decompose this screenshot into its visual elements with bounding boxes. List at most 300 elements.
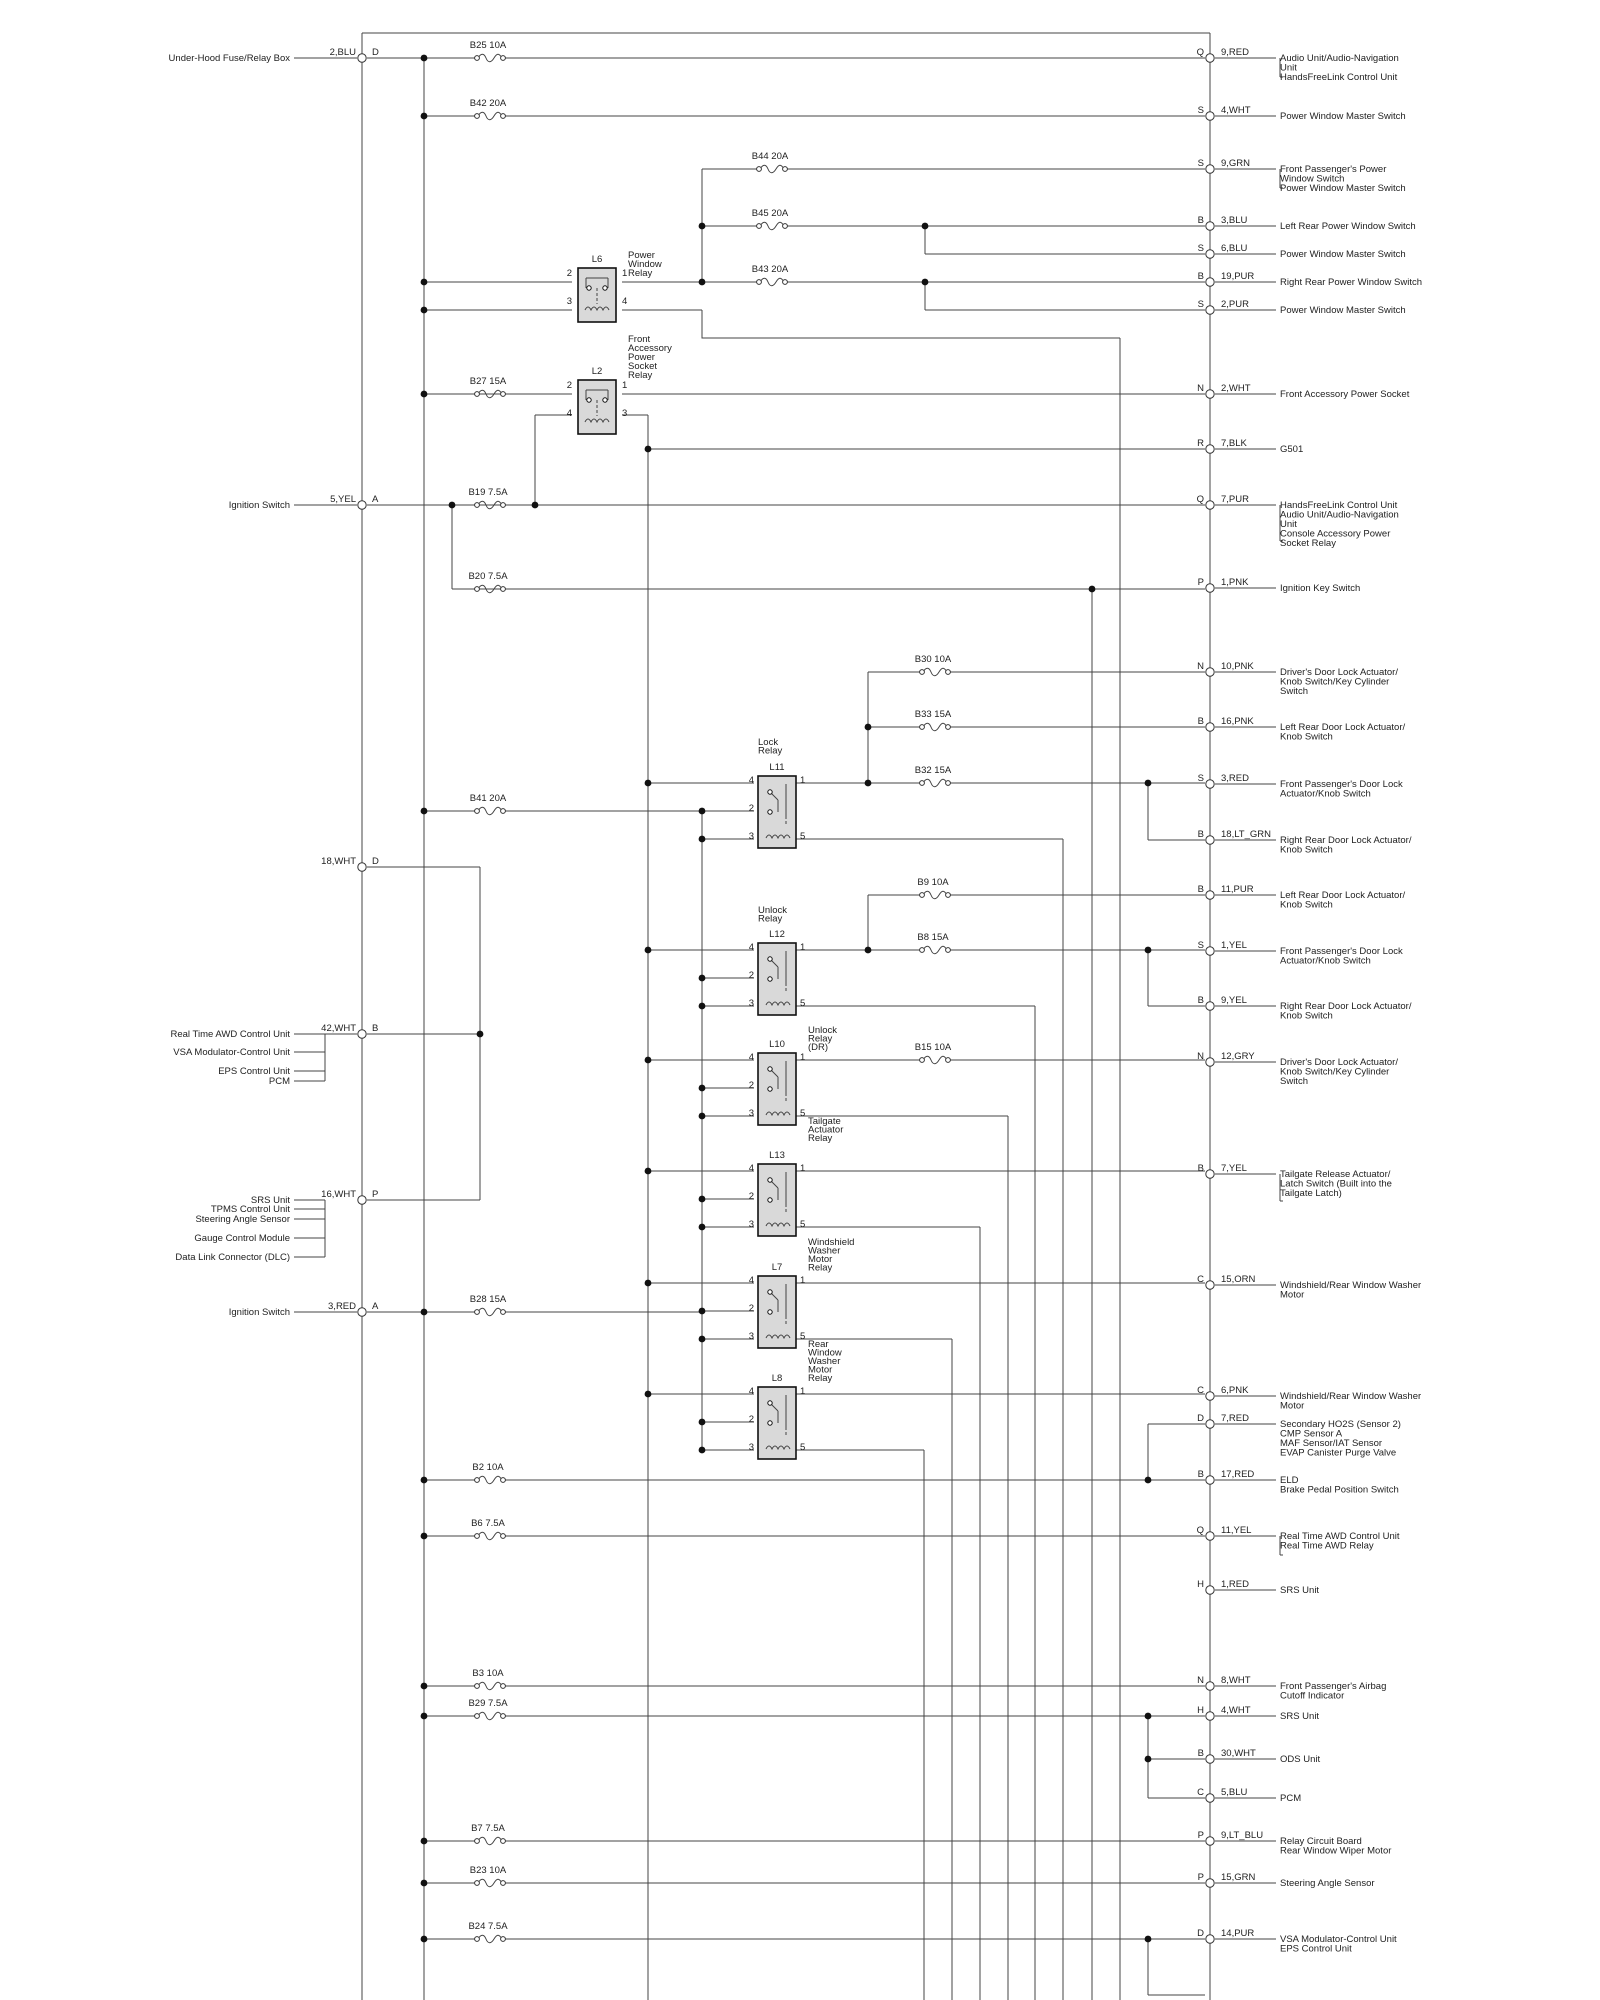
- fuse-symbol: [923, 723, 947, 731]
- right-pin-label: S: [1197, 773, 1204, 784]
- fuse-label: B30 10A: [914, 654, 952, 665]
- junction-dot: [1145, 947, 1152, 954]
- junction-dot: [421, 391, 428, 398]
- right-pin-label: S: [1197, 158, 1204, 169]
- right-pin-label: N: [1197, 1051, 1204, 1062]
- junction-dot: [421, 1683, 428, 1690]
- relay-id: L13: [769, 1150, 785, 1161]
- relay-name: Power: [628, 250, 655, 261]
- right-pin-label: P: [1197, 1872, 1204, 1883]
- fuse-terminal: [946, 670, 951, 675]
- right-item-label: Front Passenger's Door Lock: [1280, 946, 1403, 957]
- junction-dot: [645, 446, 652, 453]
- right-item-label: Windshield/Rear Window Washer: [1280, 1280, 1422, 1291]
- terminal: [1206, 668, 1214, 676]
- fuse-symbol: [760, 165, 784, 173]
- fuse-label: B2 10A: [472, 1462, 504, 1473]
- right-item-label: Brake Pedal Position Switch: [1280, 1484, 1399, 1496]
- left-item-label: Ignition Switch: [228, 1307, 290, 1318]
- fuse-label: B19 7.5A: [468, 487, 508, 498]
- relay-name: Relay: [808, 1373, 833, 1384]
- fuse-terminal: [475, 1839, 480, 1844]
- right-item-label: Knob Switch: [1280, 899, 1333, 911]
- right-item-label: Power Window Master Switch: [1280, 249, 1406, 260]
- junction-dot: [865, 780, 872, 787]
- relay-name: Tailgate: [808, 1116, 841, 1127]
- junction-dot: [421, 279, 428, 286]
- fuse-symbol: [478, 1935, 502, 1943]
- junction-dot: [1145, 1936, 1152, 1943]
- right-item-label: Actuator/Knob Switch: [1280, 788, 1371, 800]
- fuse-terminal: [757, 167, 762, 172]
- right-wire-label: 1,PNK: [1221, 577, 1249, 588]
- right-item-label: Steering Angle Sensor: [1280, 1878, 1375, 1889]
- right-wire-label: 18,LT_GRN: [1221, 829, 1271, 840]
- right-wire-label: 17,RED: [1221, 1469, 1255, 1480]
- fuse-label: B27 15A: [469, 376, 507, 387]
- right-pin-label: B: [1197, 1469, 1204, 1480]
- right-pin-label: P: [1197, 1830, 1204, 1841]
- fuse-symbol: [478, 112, 502, 120]
- right-item-label: Knob Switch/Key Cylinder: [1280, 1066, 1390, 1078]
- fuse-terminal: [920, 1058, 925, 1063]
- right-item-label: Driver's Door Lock Actuator/: [1280, 1057, 1398, 1068]
- junction-dot: [477, 1031, 484, 1038]
- relay-name: Relay: [758, 913, 783, 925]
- fuse-terminal: [475, 114, 480, 119]
- right-item-label: PCM: [1280, 1793, 1302, 1804]
- right-item-label: Windshield/Rear Window Washer: [1280, 1391, 1422, 1402]
- terminal: [1206, 891, 1214, 899]
- terminal: [1206, 947, 1214, 955]
- right-item-label: Right Rear Door Lock Actuator/: [1280, 835, 1412, 846]
- terminal: [1206, 1837, 1214, 1845]
- relay-name: Motor: [808, 1254, 833, 1265]
- right-wire-label: 15,ORN: [1221, 1274, 1256, 1285]
- junction-dot: [421, 113, 428, 120]
- relay-name: Actuator: [808, 1124, 844, 1136]
- relay-name: Relay: [808, 1033, 833, 1045]
- right-item-label: Right Rear Door Lock Actuator/: [1280, 1001, 1412, 1012]
- right-wire-label: 7,RED: [1221, 1413, 1249, 1424]
- fuse-terminal: [783, 280, 788, 285]
- left-item-label: Ignition Switch: [228, 500, 290, 511]
- right-wire-label: 11,PUR: [1221, 884, 1254, 895]
- terminal: [1206, 723, 1214, 731]
- relay-pin: 4: [748, 1052, 754, 1063]
- terminal: [1206, 250, 1214, 258]
- fuse-label: B41 20A: [469, 793, 507, 804]
- relay-pin: 5: [800, 1442, 806, 1453]
- terminal: [1206, 501, 1214, 509]
- right-item-label: Knob Switch: [1280, 731, 1333, 743]
- fuse-terminal: [475, 56, 480, 61]
- fuse-terminal: [475, 1881, 480, 1886]
- right-item-label: Secondary HO2S (Sensor 2): [1280, 1419, 1401, 1430]
- terminal: [358, 1308, 366, 1316]
- fuse-label: B23 10A: [469, 1865, 507, 1876]
- relay-pin: 4: [748, 942, 754, 953]
- relay-pin: 4: [748, 1163, 754, 1174]
- fuse-label: B6 7.5A: [471, 1518, 505, 1529]
- relay-name: Unlock: [808, 1025, 838, 1036]
- right-item-label: Left Rear Door Lock Actuator/: [1280, 722, 1406, 733]
- relay-name: Lock: [758, 737, 779, 748]
- right-item-label: ODS Unit: [1280, 1754, 1321, 1765]
- right-pin-label: B: [1197, 215, 1204, 226]
- right-wire-label: 11,YEL: [1221, 1525, 1252, 1536]
- relay-pin: 1: [800, 942, 806, 953]
- right-wire-label: 1,RED: [1221, 1579, 1249, 1590]
- right-item-label: Console Accessory Power: [1280, 528, 1391, 540]
- relay-pin: 1: [622, 268, 628, 279]
- right-pin-label: R: [1197, 438, 1204, 449]
- fuse-label: B44 20A: [751, 151, 789, 162]
- terminal: [1206, 1476, 1214, 1484]
- right-item-label: Cutoff Indicator: [1280, 1690, 1345, 1702]
- right-item-label: Power Window Master Switch: [1280, 111, 1406, 122]
- right-item-label: ELD: [1280, 1475, 1299, 1486]
- fuse-symbol: [923, 891, 947, 899]
- right-pin-label: B: [1197, 1163, 1204, 1174]
- fuse-terminal: [946, 725, 951, 730]
- right-item-label: Front Passenger's Airbag: [1280, 1681, 1387, 1692]
- relay-contact-point: [768, 1401, 772, 1405]
- right-wire-label: 2,WHT: [1221, 383, 1251, 394]
- fuse-terminal: [475, 1310, 480, 1315]
- relay-contact-point: [768, 1067, 772, 1071]
- left-wire-label: 42,WHT: [321, 1023, 356, 1034]
- right-item-label: MAF Sensor/IAT Sensor: [1280, 1438, 1383, 1449]
- terminal: [1206, 1281, 1214, 1289]
- left-item-label: EPS Control Unit: [218, 1066, 290, 1077]
- relay-pin: 4: [748, 1275, 754, 1286]
- right-wire-label: 9,LT_BLU: [1221, 1830, 1264, 1841]
- terminal: [1206, 445, 1214, 453]
- junction-dot: [645, 947, 652, 954]
- right-item-label: Front Passenger's Door Lock: [1280, 779, 1403, 790]
- fuse-terminal: [501, 503, 506, 508]
- right-item-label: Relay Circuit Board: [1280, 1836, 1362, 1847]
- relay-name: Window: [628, 259, 662, 270]
- relay-id: L12: [769, 929, 785, 940]
- right-item-label: Switch: [1280, 686, 1308, 697]
- junction-dot: [421, 1477, 428, 1484]
- right-wire-label: 5,BLU: [1221, 1787, 1248, 1798]
- relay-pin: 2: [748, 1303, 754, 1314]
- right-pin-label: B: [1197, 271, 1204, 282]
- right-wire-label: 7,YEL: [1221, 1163, 1247, 1174]
- fuse-terminal: [920, 725, 925, 730]
- relay-name: Windshield: [808, 1237, 855, 1248]
- right-wire-label: 14,PUR: [1221, 1928, 1255, 1939]
- terminal: [1206, 1392, 1214, 1400]
- left-pin-label: D: [372, 47, 379, 58]
- right-item-label: Unit: [1280, 62, 1297, 74]
- right-pin-label: Q: [1196, 1525, 1204, 1536]
- left-pin-label: D: [372, 856, 379, 867]
- fuse-label: B42 20A: [469, 98, 507, 109]
- right-pin-label: C: [1197, 1385, 1204, 1396]
- junction-dot: [449, 502, 456, 509]
- fuse-label: B7 7.5A: [471, 1823, 505, 1834]
- relay-name: Rear: [808, 1339, 829, 1350]
- right-item-label: Real Time AWD Control Unit: [1280, 1531, 1400, 1542]
- right-item-label: Power Window Master Switch: [1280, 305, 1406, 316]
- relay-name: Relay: [628, 370, 653, 381]
- left-wire-label: 16,WHT: [321, 1189, 356, 1200]
- relay-id: L11: [769, 762, 785, 773]
- right-wire-label: 12,GRY: [1221, 1051, 1255, 1062]
- right-item-label: SRS Unit: [1280, 1585, 1320, 1596]
- fuse-symbol: [478, 807, 502, 815]
- fuse-terminal: [475, 1534, 480, 1539]
- fuse-symbol: [760, 222, 784, 230]
- relay-contact-point: [587, 286, 591, 290]
- junction-dot: [421, 307, 428, 314]
- terminal: [1206, 1170, 1214, 1178]
- relay-name: Motor: [808, 1364, 833, 1376]
- terminal: [1206, 1794, 1214, 1802]
- fuse-terminal: [946, 893, 951, 898]
- relay-pin: 3: [748, 1331, 754, 1342]
- junction-dot: [699, 1336, 706, 1343]
- right-pin-label: D: [1197, 1413, 1204, 1424]
- fuse-label: B43 20A: [751, 264, 789, 275]
- relay-pin: 1: [800, 1386, 806, 1397]
- right-pin-label: C: [1197, 1787, 1204, 1798]
- relay-id: L10: [769, 1039, 785, 1050]
- right-pin-label: S: [1197, 243, 1204, 254]
- fuse-terminal: [475, 1714, 480, 1719]
- relay-name: Socket: [628, 361, 658, 372]
- junction-dot: [421, 1713, 428, 1720]
- right-item-label: Right Rear Power Window Switch: [1280, 277, 1423, 288]
- fuse-symbol: [478, 54, 502, 62]
- terminal: [1206, 780, 1214, 788]
- right-wire-label: 7,PUR: [1221, 494, 1249, 505]
- right-item-label: EPS Control Unit: [1280, 1943, 1352, 1955]
- relay-id: L8: [771, 1373, 783, 1384]
- fuse-terminal: [501, 114, 506, 119]
- right-item-label: Front Accessory Power Socket: [1280, 389, 1410, 400]
- fuse-terminal: [501, 809, 506, 814]
- right-pin-label: D: [1197, 1928, 1204, 1939]
- right-item-label: Latch Switch (Built into the: [1280, 1178, 1392, 1190]
- left-wire-label: 5,YEL: [330, 494, 356, 505]
- fuse-symbol: [478, 1476, 502, 1484]
- right-item-label: VSA Modulator-Control Unit: [1280, 1934, 1397, 1945]
- fuse-label: B8 15A: [917, 932, 949, 943]
- junction-dot: [1145, 1756, 1152, 1763]
- right-pin-label: B: [1197, 884, 1204, 895]
- terminal: [1206, 222, 1214, 230]
- fuse-symbol: [478, 1682, 502, 1690]
- junction-dot: [421, 1838, 428, 1845]
- right-wire-label: 6,BLU: [1221, 243, 1248, 254]
- junction-dot: [699, 1419, 706, 1426]
- fuse-terminal: [757, 224, 762, 229]
- relay-id: L2: [591, 366, 603, 377]
- junction-dot: [699, 1196, 706, 1203]
- relay-name: Window: [808, 1347, 842, 1359]
- junction-dot: [699, 1447, 706, 1454]
- fuse-symbol: [478, 1532, 502, 1540]
- fuse-terminal: [501, 1534, 506, 1539]
- terminal: [1206, 1532, 1214, 1540]
- wire-segment: [702, 310, 1120, 338]
- fuse-terminal: [475, 503, 480, 508]
- relay-pin: 4: [566, 408, 572, 419]
- relay-name: Accessory: [628, 343, 672, 354]
- right-item-label: Unit: [1280, 519, 1297, 530]
- fuse-symbol: [760, 278, 784, 286]
- left-item-label: Under-Hood Fuse/Relay Box: [168, 53, 290, 64]
- terminal: [358, 863, 366, 871]
- junction-dot: [645, 1391, 652, 1398]
- fuse-label: B3 10A: [472, 1668, 504, 1679]
- fuse-terminal: [946, 1058, 951, 1063]
- fuse-terminal: [920, 670, 925, 675]
- fuse-terminal: [920, 948, 925, 953]
- fuse-label: B9 10A: [917, 877, 949, 888]
- right-wire-label: 1,YEL: [1221, 940, 1247, 951]
- right-item-label: Tailgate Latch): [1280, 1188, 1342, 1199]
- junction-dot: [421, 55, 428, 62]
- left-item-label: TPMS Control Unit: [210, 1204, 290, 1215]
- relay-name: Relay: [808, 1262, 833, 1274]
- junction-dot: [699, 1308, 706, 1315]
- relay-pin: 4: [622, 296, 628, 307]
- terminal: [1206, 836, 1214, 844]
- relay-name: Front: [628, 334, 651, 345]
- terminal: [1206, 1420, 1214, 1428]
- fuse-terminal: [501, 1839, 506, 1844]
- right-pin-label: N: [1197, 383, 1204, 394]
- terminal: [1206, 1879, 1214, 1887]
- right-wire-label: 30,WHT: [1221, 1748, 1256, 1759]
- junction-dot: [645, 1280, 652, 1287]
- right-wire-label: 6,PNK: [1221, 1385, 1249, 1396]
- right-item-label: HandsFreeLink Control Unit: [1280, 500, 1398, 511]
- fuse-symbol: [923, 779, 947, 787]
- junction-dot: [865, 724, 872, 731]
- relay-name: Washer: [808, 1245, 841, 1257]
- terminal: [1206, 1755, 1214, 1763]
- relay-name: Washer: [808, 1356, 841, 1367]
- fuse-label: B25 10A: [469, 40, 507, 51]
- right-wire-label: 19,PUR: [1221, 271, 1255, 282]
- relay-pin: 1: [800, 1163, 806, 1174]
- junction-dot: [421, 1880, 428, 1887]
- right-item-label: Front Passenger's Power: [1280, 164, 1387, 175]
- right-item-label: Motor: [1280, 1289, 1305, 1301]
- terminal: [1206, 278, 1214, 286]
- left-item-label: SRS Unit: [250, 1195, 290, 1206]
- right-pin-label: B: [1197, 1748, 1204, 1759]
- right-item-label: Socket Relay: [1280, 538, 1336, 549]
- fuse-symbol: [478, 1308, 502, 1316]
- relay-pin: 3: [566, 296, 572, 307]
- left-item-label: Real Time AWD Control Unit: [170, 1029, 290, 1040]
- fuse-terminal: [920, 893, 925, 898]
- right-pin-label: S: [1197, 299, 1204, 310]
- fuse-terminal: [501, 1684, 506, 1689]
- relay-name: (DR): [808, 1042, 829, 1053]
- right-item-label: Window Switch: [1280, 173, 1345, 185]
- right-wire-label: 10,PNK: [1221, 661, 1254, 672]
- relay-pin: 2: [748, 803, 754, 814]
- fuse-label: B32 15A: [914, 765, 952, 776]
- right-item-label: Real Time AWD Relay: [1280, 1540, 1374, 1552]
- terminal: [1206, 54, 1214, 62]
- right-item-label: Switch: [1280, 1076, 1308, 1087]
- right-wire-label: 8,WHT: [1221, 1675, 1251, 1686]
- left-pin-label: A: [372, 494, 379, 505]
- junction-dot: [645, 1057, 652, 1064]
- relay-pin: 3: [748, 1108, 754, 1119]
- right-wire-label: 2,PUR: [1221, 299, 1249, 310]
- junction-dot: [421, 1936, 428, 1943]
- relay-pin: 1: [800, 1052, 806, 1063]
- relay-pin: 3: [748, 831, 754, 842]
- left-pin-label: P: [372, 1189, 379, 1200]
- relay-pin: 2: [748, 1414, 754, 1425]
- junction-dot: [922, 279, 929, 286]
- relay-pin: 3: [622, 408, 628, 419]
- fuse-terminal: [475, 809, 480, 814]
- fuse-label: B29 7.5A: [468, 1698, 508, 1709]
- terminal: [358, 501, 366, 509]
- right-wire-label: 3,RED: [1221, 773, 1249, 784]
- junction-dot: [421, 1533, 428, 1540]
- relay-pin: 4: [748, 1386, 754, 1397]
- right-item-label: Driver's Door Lock Actuator/: [1280, 667, 1398, 678]
- right-item-label: Left Rear Power Window Switch: [1280, 221, 1416, 232]
- junction-dot: [532, 502, 539, 509]
- terminal: [1206, 1935, 1214, 1943]
- junction-dot: [699, 1085, 706, 1092]
- terminal: [358, 1030, 366, 1038]
- fuse-terminal: [501, 56, 506, 61]
- relay-contact-point: [587, 398, 591, 402]
- relay-contact-point: [768, 957, 772, 961]
- terminal: [1206, 1712, 1214, 1720]
- fuse-terminal: [501, 587, 506, 592]
- fuse-terminal: [920, 781, 925, 786]
- fuse-symbol: [478, 1837, 502, 1845]
- relay-contact-point: [603, 286, 607, 290]
- right-pin-label: N: [1197, 1675, 1204, 1686]
- relay-pin: 5: [800, 998, 806, 1009]
- right-item-label: Actuator/Knob Switch: [1280, 955, 1371, 967]
- right-pin-label: Q: [1196, 494, 1204, 505]
- fuse-terminal: [475, 392, 480, 397]
- junction-dot: [699, 975, 706, 982]
- right-item-label: CMP Sensor A: [1280, 1428, 1343, 1440]
- junction-dot: [1145, 780, 1152, 787]
- fuse-terminal: [475, 1478, 480, 1483]
- fuse-terminal: [783, 224, 788, 229]
- fuse-label: B20 7.5A: [468, 571, 508, 582]
- junction-dot: [922, 223, 929, 230]
- junction-dot: [699, 1113, 706, 1120]
- right-pin-label: B: [1197, 995, 1204, 1006]
- terminal: [1206, 1002, 1214, 1010]
- junction-dot: [645, 1168, 652, 1175]
- fuse-terminal: [946, 781, 951, 786]
- right-item-label: HandsFreeLink Control Unit: [1280, 72, 1398, 83]
